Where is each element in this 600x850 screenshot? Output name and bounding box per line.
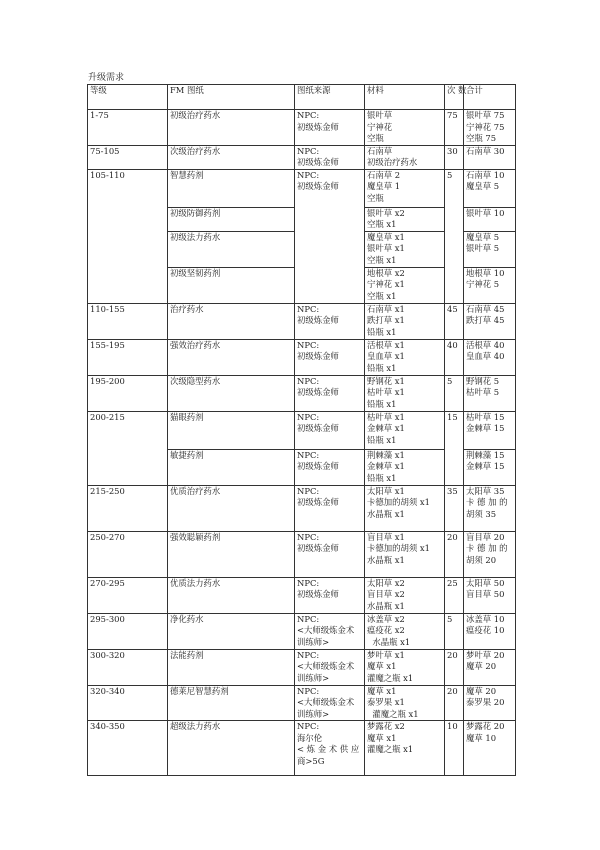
header-total: 合计: [464, 85, 516, 110]
materials-cell: 地根草 x2 宁神花 x1 空瓶 x1: [365, 267, 445, 303]
times-cell: 20: [445, 685, 464, 721]
times-cell: 20: [445, 531, 464, 577]
materials-cell: 枯叶草 x1 金棘草 x1 铅瓶 x1: [365, 411, 445, 449]
header-level: 等级: [88, 85, 168, 110]
recipe-cell: 初级坚韧药剂: [168, 267, 295, 303]
materials-cell: 太阳草 x2 盲目草 x2 水晶瓶 x1: [365, 577, 445, 613]
source-cell: NPC: <大师级炼金术 训练师>: [295, 685, 365, 721]
materials-cell: 魔皇草 x1 银叶草 x1 空瓶 x1: [365, 231, 445, 267]
total-cell: 枯叶草 15 金棘草 15: [464, 411, 516, 449]
recipe-cell: 强效聪颖药剂: [168, 531, 295, 577]
recipe-cell: 优质治疗药水: [168, 485, 295, 531]
recipe-cell: 强效治疗药水: [168, 339, 295, 375]
materials-cell: 魔草 x1 泰罗果 x1 灌魔之瓶 x1: [365, 685, 445, 721]
total-cell: 太阳草 50 盲目草 50: [464, 577, 516, 613]
materials-cell: 野钢花 x1 枯叶草 x1 铅瓶 x1: [365, 375, 445, 411]
source-cell: NPC: 初级炼金师: [295, 110, 365, 146]
level-cell: 270-295: [88, 577, 168, 613]
total-cell: 太阳草 35 卡 德 加 的 胡须 35: [464, 485, 516, 531]
recipe-cell: 优质法力药水: [168, 577, 295, 613]
table-row: [88, 169, 516, 207]
table-body: [88, 110, 516, 776]
times-cell: 75: [445, 110, 464, 146]
source-cell: NPC: 初级炼金师: [295, 145, 365, 169]
materials-cell: 盲目草 x1 卡德加的胡须 x1 水晶瓶 x1: [365, 531, 445, 577]
total-cell: 冰盖草 10 瘟疫花 10: [464, 613, 516, 649]
header-source: 图纸来源: [295, 85, 365, 110]
materials-cell: 太阳草 x1 卡德加的胡须 x1 水晶瓶 x1: [365, 485, 445, 531]
level-cell: 200-215: [88, 411, 168, 485]
recipe-cell: 猫眼药剂: [168, 411, 295, 449]
total-cell: 魔皇草 5 银叶草 5: [464, 231, 516, 267]
materials-cell: 梦露花 x2 魔草 x1 灌魔之瓶 x1: [365, 721, 445, 776]
source-cell: NPC: 海尔伦 < 炼 金 术 供 应 商>5G: [295, 721, 365, 776]
header-materials: 材料: [365, 85, 445, 110]
source-cell: NPC: 初级炼金师: [295, 449, 365, 485]
source-cell: NPC: 初级炼金师: [295, 577, 365, 613]
total-cell: 荆棘藻 15 金棘草 15: [464, 449, 516, 485]
level-cell: 250-270: [88, 531, 168, 577]
level-cell: 75-105: [88, 145, 168, 169]
table-row: [88, 531, 516, 577]
page-title: 升级需求: [88, 73, 125, 83]
times-cell: 30: [445, 145, 464, 169]
total-cell: 梦露花 20 魔草 10: [464, 721, 516, 776]
level-cell: 155-195: [88, 339, 168, 375]
recipe-cell: 初级防御药剂: [168, 207, 295, 231]
level-cell: 300-320: [88, 649, 168, 685]
table-row: [88, 649, 516, 685]
source-cell: NPC: <大师级炼金术 训练师>: [295, 613, 365, 649]
source-cell: NPC: 初级炼金师: [295, 375, 365, 411]
materials-cell: 荆棘藻 x1 金棘草 x1 铅瓶 x1: [365, 449, 445, 485]
recipe-cell: 敏捷药剂: [168, 449, 295, 485]
total-cell: 石南草 30: [464, 145, 516, 169]
level-cell: 320-340: [88, 685, 168, 721]
table-row: [88, 303, 516, 339]
times-cell: 5: [445, 169, 464, 303]
table-row: [88, 145, 516, 169]
materials-cell: 银叶草 宁神花 空瓶: [365, 110, 445, 146]
times-cell: 35: [445, 485, 464, 531]
source-cell: NPC: 初级炼金师: [295, 303, 365, 339]
times-cell: 10: [445, 721, 464, 776]
source-cell: NPC: 初级炼金师: [295, 339, 365, 375]
level-cell: 340-350: [88, 721, 168, 776]
source-cell: NPC: <大师级炼金术 训练师>: [295, 649, 365, 685]
table-row: [88, 411, 516, 449]
recipe-cell: 次级治疗药水: [168, 145, 295, 169]
materials-cell: 冰盖草 x2 瘟疫花 x2 水晶瓶 x1: [365, 613, 445, 649]
times-cell: 40: [445, 339, 464, 375]
recipe-cell: 净化药水: [168, 613, 295, 649]
total-cell: 地根草 10 宁神花 5: [464, 267, 516, 303]
recipe-cell: 初级治疗药水: [168, 110, 295, 146]
table-row: [88, 110, 516, 146]
materials-cell: 梦叶草 x1 魔草 x1 灌魔之瓶 x1: [365, 649, 445, 685]
times-cell: 5: [445, 613, 464, 649]
times-cell: 45: [445, 303, 464, 339]
recipe-cell: 法能药剂: [168, 649, 295, 685]
level-cell: 295-300: [88, 613, 168, 649]
recipe-cell: 超级法力药水: [168, 721, 295, 776]
level-cell: 215-250: [88, 485, 168, 531]
source-cell: NPC: 初级炼金师: [295, 485, 365, 531]
total-cell: 魔草 20 泰罗果 20: [464, 685, 516, 721]
recipe-cell: 智慧药剂: [168, 169, 295, 207]
table-row: [88, 685, 516, 721]
source-cell: NPC: 初级炼金师: [295, 531, 365, 577]
total-cell: 盲目草 20 卡 德 加 的 胡须 20: [464, 531, 516, 577]
recipe-cell: 德莱尼智慧药剂: [168, 685, 295, 721]
header-row: [88, 85, 516, 110]
header-recipe: FM 图纸: [168, 85, 295, 110]
total-cell: 银叶草 10: [464, 207, 516, 231]
level-cell: 110-155: [88, 303, 168, 339]
materials-cell: 银叶草 x2 空瓶 x1: [365, 207, 445, 231]
recipe-cell: 次级隐型药水: [168, 375, 295, 411]
table-row: [88, 339, 516, 375]
table-row: [88, 485, 516, 531]
level-cell: 195-200: [88, 375, 168, 411]
materials-cell: 石南草 2 魔皇草 1 空瓶: [365, 169, 445, 207]
level-cell: 1-75: [88, 110, 168, 146]
total-cell: 石南草 45 跌打草 45: [464, 303, 516, 339]
total-cell: 活根草 40 皇血草 40: [464, 339, 516, 375]
recipe-cell: 治疗药水: [168, 303, 295, 339]
materials-cell: 石南草 x1 跌打草 x1 铅瓶 x1: [365, 303, 445, 339]
table-row: [88, 721, 516, 776]
total-cell: 梦叶草 20 魔草 20: [464, 649, 516, 685]
total-cell: 石南草 10 魔皇草 5: [464, 169, 516, 207]
times-cell: 5: [445, 375, 464, 411]
recipe-cell: 初级法力药水: [168, 231, 295, 267]
table-row: [88, 613, 516, 649]
source-cell: NPC: 初级炼金师: [295, 411, 365, 449]
times-cell: 20: [445, 649, 464, 685]
materials-cell: 石南草 初级治疗药水: [365, 145, 445, 169]
times-cell: 25: [445, 577, 464, 613]
total-cell: 野钢花 5 枯叶草 5: [464, 375, 516, 411]
table-row: [88, 577, 516, 613]
source-cell: NPC: 初级炼金师: [295, 169, 365, 303]
total-cell: 银叶草 75 宁神花 75 空瓶 75: [464, 110, 516, 146]
times-cell: 15: [445, 411, 464, 485]
table-row: [88, 375, 516, 411]
level-cell: 105-110: [88, 169, 168, 303]
header-times: 次 数: [445, 85, 464, 110]
requirements-table: [87, 84, 516, 776]
materials-cell: 活根草 x1 皇血草 x1 铅瓶 x1: [365, 339, 445, 375]
